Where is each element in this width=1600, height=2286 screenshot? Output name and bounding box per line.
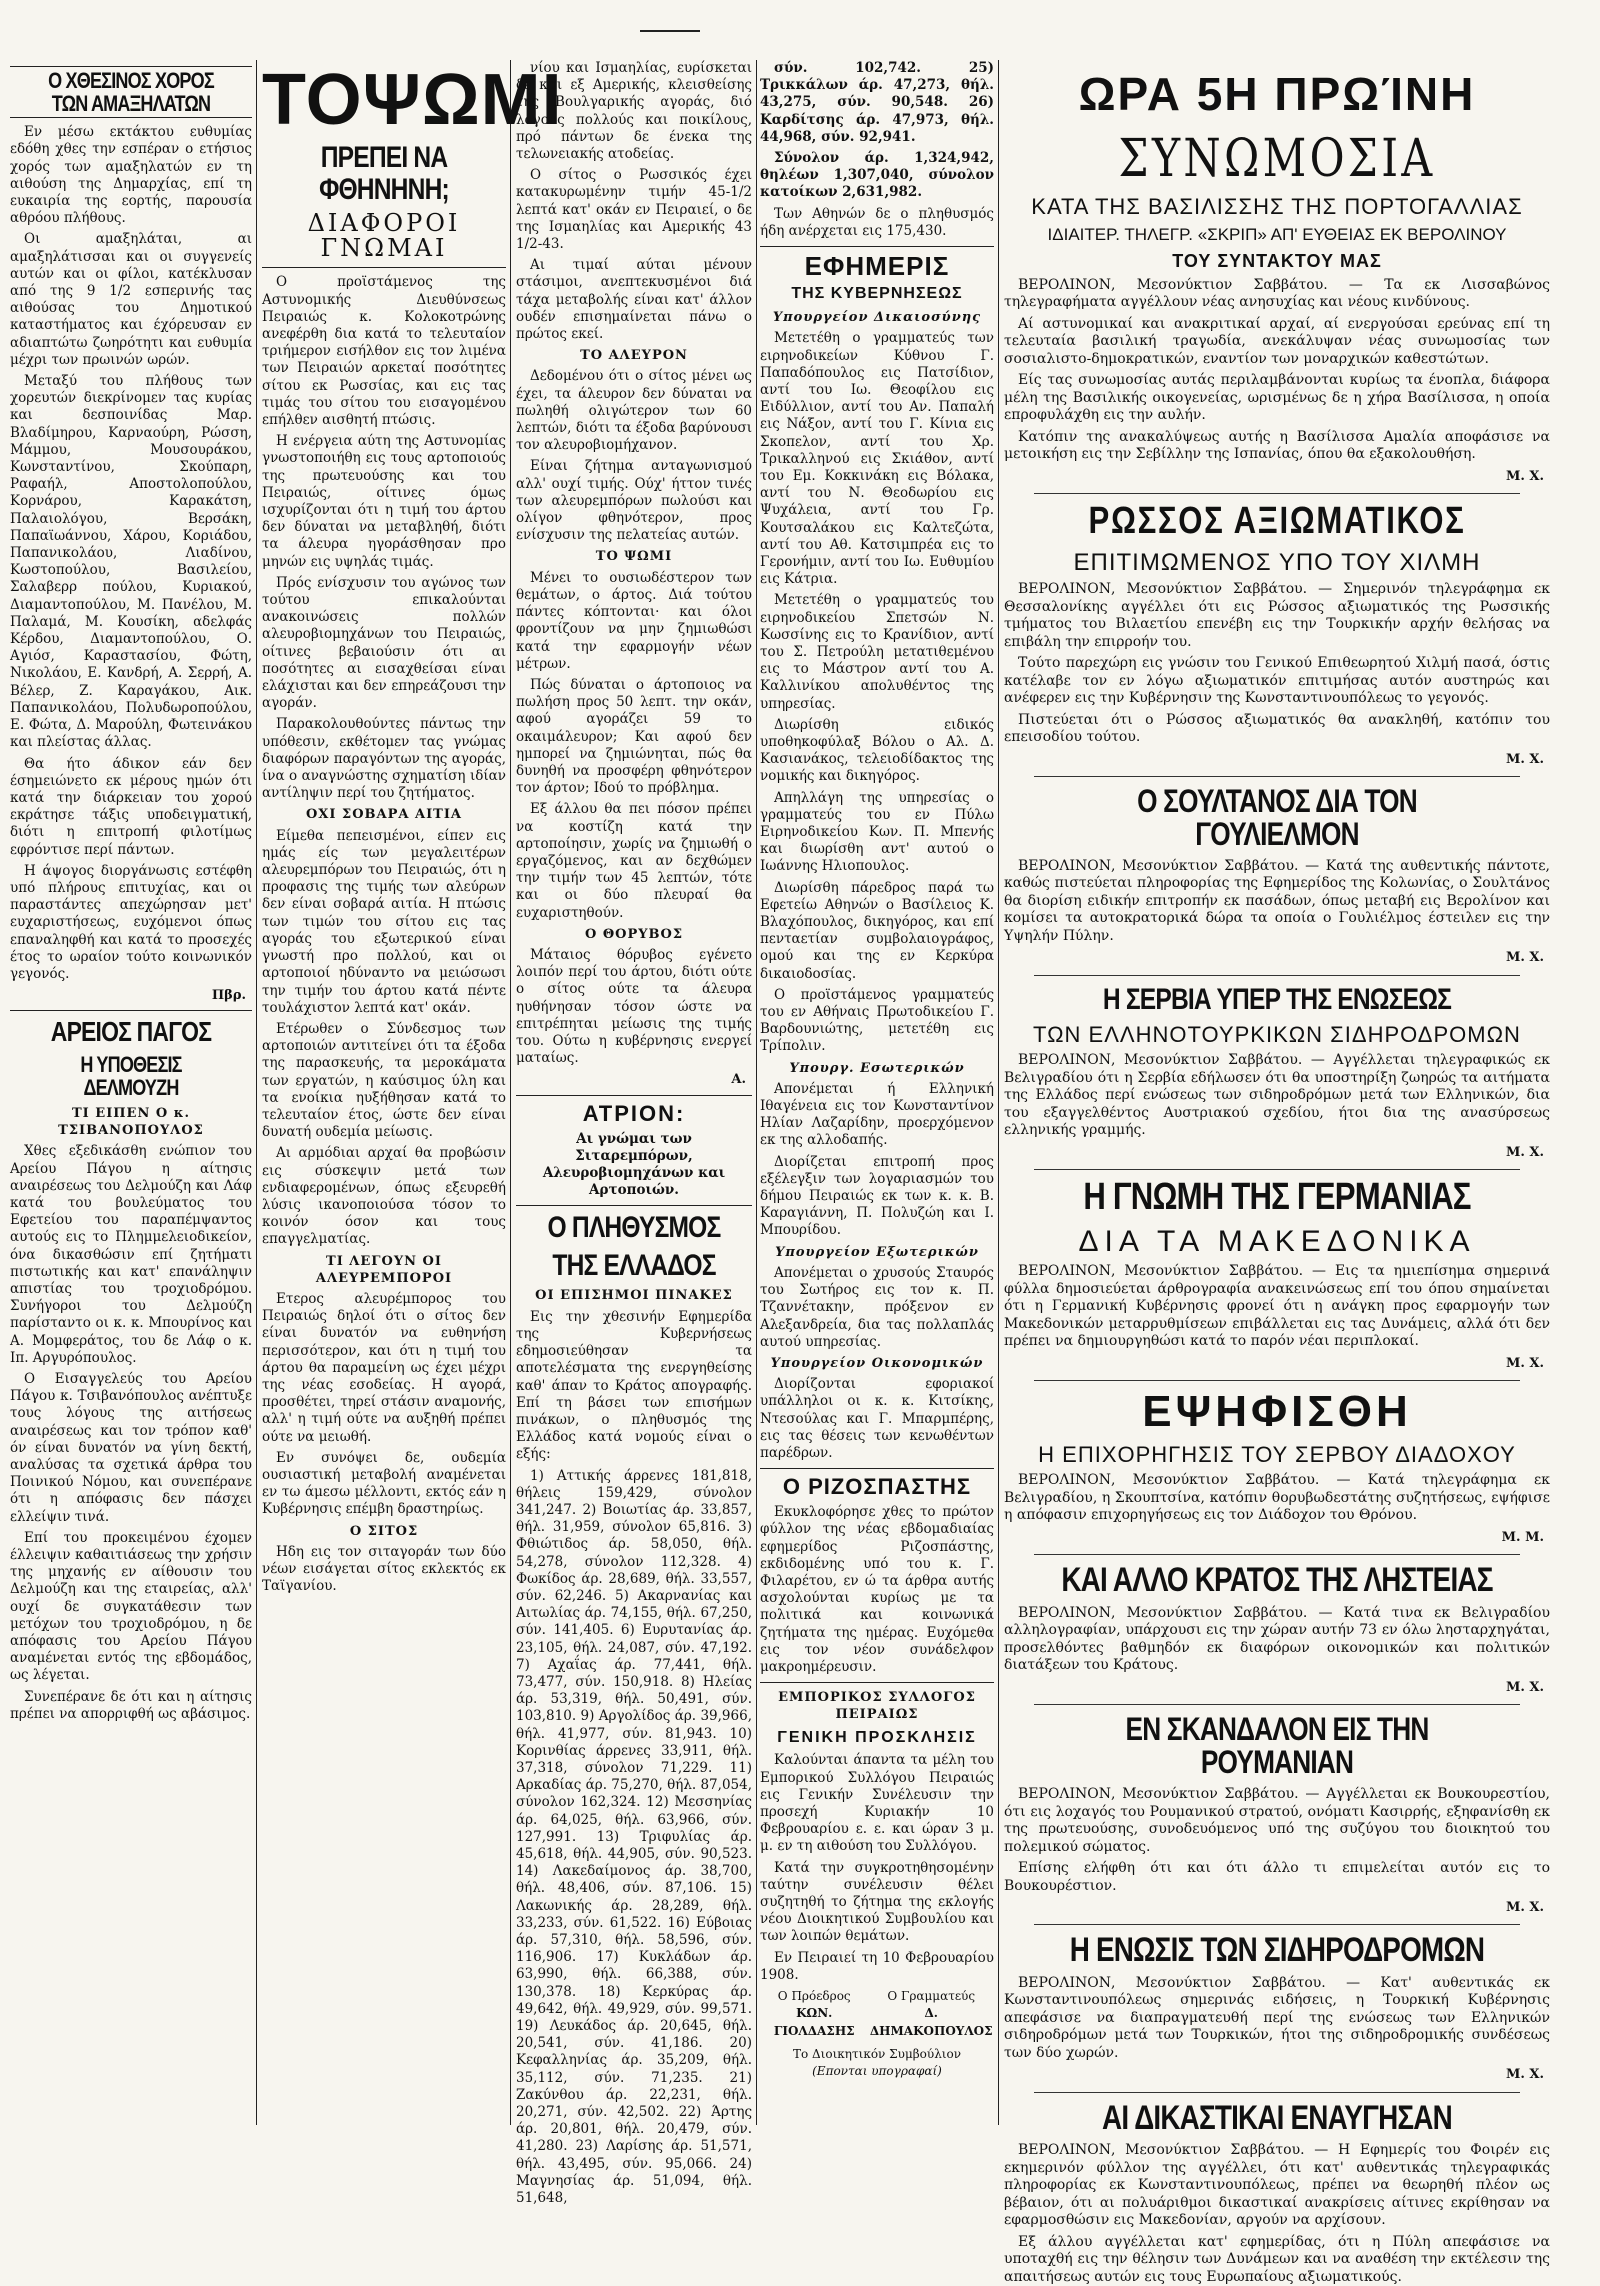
article-paragraph: Η ενέργεια αύτη της Αστυνομίας γνωστοποιήθη εις τους αρτοποιούς της πρωτευούσης και του Πειραιώς, οίτινες όμως ισχυρίζονται ότι η τιμή του άρτου δεν δύναται να μεταβληθή, διότι τα άλευρα ηγοράσθησαν προ μηνών εις υψηλάς τιμάς. xyxy=(262,433,506,570)
article-paragraph: Ο προϊστάμενος γραμματεύς του εν Αθήναις Πρωτοδικείου Γ. Βαρδουνιώτης, μετετέθη εις Τρίπολιν. xyxy=(760,986,994,1055)
article-paragraph: Καλούνται άπαντα τα μέλη του Εμπορικού Συλλόγου Πειραιώς εις Γενικήν Συνέλευσιν την προσεχή Κυριακήν 10 Φεβρουαρίου ε. ε. και ώραν 3 μ. μ. εν τη αιθούση του Συλλόγου. xyxy=(760,1752,994,1855)
article-separator xyxy=(760,246,994,247)
notice-date: Εν Πειραιεί τη 10 Φεβρουαρίου 1908. xyxy=(760,1949,994,1983)
article-paragraph: Διορίζονται εφοριακοί υπάλληλοι οι κ. κ. Κιτσίκης, Ντεσούλας και Γ. Μπαρμπέρης, εις τας θέσεις των κενωθέντων παρέδρων. xyxy=(760,1376,994,1461)
article-paragraph: Χθες εξεδικάσθη ενώπιον του Αρείου Πάγου η αίτησις αναιρέσεως του Δελμούζη και Λάφ κατά του βουλεύματος του Εφετείου του παραπέμψαντος αυτούς εις το Πλημμελειοδικείον, όνα δικασθώσιν επί ζητήματι πιστωτικής και κατ' επανάληψιν απιστίας του τροχιοδρόμου. Συνήγοροι του Δελμούζη παρίσταντο οι κ. κ. Μπουρίνος και Α. Μομφεράτος, του δε Λάφ ο κ. Ιπ. Αργυρόπουλος. xyxy=(10,1143,252,1366)
gazette-headline: ΕΦΗΜΕΡΙΣ xyxy=(804,251,950,282)
article-paragraph: Ο προϊστάμενος της Αστυνομικής Διευθύνσεως Πειραιώς κ. Κολοκοτρώνης ανεφέρθη δια κατά το τελευταίον τριήμερον εισήλθον εις τον λιμένα των Πειραιών αρκεταί ποσότητες σίτου εκ Ρωσσίας, και εις τας τιμάς του σίτου του εισαγομένου επήλθεν αισθητή πτώσις. xyxy=(262,274,506,428)
late-news-banner: ΩΡΑ 5Η ΠΡΩΊΝΗ xyxy=(1078,68,1476,120)
bread-subheadline: ΔΙΑΦΟΡΟΙ ΓΝΩΜΑΙ xyxy=(307,209,461,263)
gazette-subheadline: ΤΗΣ ΚΥΒΕΡΝΗΣΕΩΣ xyxy=(791,285,963,303)
article-paragraph: Εν μέσω εκτάκτου ευθυμίας εδόθη χθες την εσπέραν ο ετήσιος χορός των αμαξηλατών εν τη αιθούση της Δημαρχίας, επί τη ευκαιρία της εορτής, παρουσία αθρόου πλήθους. xyxy=(10,124,252,227)
article-signature: Πβρ. xyxy=(211,988,246,1004)
news-paragraph: ΒΕΡΟΛΙΝΟΝ, Μεσονύκτιον Σαββάτου. — Η Εφημερίς του Φοιρέν εις εκημερινόν φύλλον της αγγέλλει, ότι κατ' αυθεντικάς τηλεγραφικάς πληροφορίας εκ Κωνσταντινουπόλεως, πρέπει να θεωρηθή πλέον ως βέβαιον, ότι αι πολυάριθμοι δικαστικαί ανακρίσεις αίτινες εκρίθησαν να εφαρμοσθώσιν εις Μακεδονίαν, αργούν να αρχίσουν. xyxy=(1004,2142,1550,2229)
article-paragraph: Εξ άλλου θα πει πόσον πρέπει να κοστίζη κατά την αρτοποίησιν, χωρίς να ζημιωθή ο εργαζόμενος, και αν δεχθώμεν την τιμήν των 45 λεπτών, τότε και οι δύο πλευραί θα ευχαριστηθούν. xyxy=(516,801,752,921)
news-paragraph: ΒΕΡΟΛΙΝΟΝ, Μεσονύκτιον Σαββάτου. — Κατ' αυθεντικάς εκ Κωνσταντινουπόλεως σημερινάς ειδήσεις, η Τουρκική Κυβέρνησις απεφάσισε να διαπραγματευθή περί της ενώσεως των Ελληνικών σιδηροδρόμων μετά των Τουρκικών, ήτοι της σιδηροδρομικής συνδέσεως των δύο χωρών. xyxy=(1004,1974,1550,2061)
news-signature: Μ. Χ. xyxy=(1505,751,1544,767)
news-paragraph: Αί αστυνομικαί και ανακριτικαί αρχαί, αί ενεργούσαι ερεύνας επί τη τελευταία βασιλική τραγωδία, ανεκάλυψαν νέας συνωμοσίας των σοσιαλιστο-δημοκρατικών, εναντίον των μοναρχικών καθεστώτων. xyxy=(1004,315,1550,367)
germany-headline: Η ΓΝΩΜΗ ΤΗΣ ΓΕΡΜΑΝΙΑΣ xyxy=(1083,1175,1471,1218)
article-paragraph: Εν συνόψει δε, ουδεμία ουσιαστική μεταβολή αναμένεται εν τω άμεσω μέλλοντι, εκτός εάν η Κυβέρνησις επέμβη δραστηρίως. xyxy=(262,1449,506,1518)
conspiracy-subheadline: ΚΑΤΑ ΤΗΣ ΒΑΣΙΛΙΣΣΗΣ ΤΗΣ ΠΟΡΤΟΓΑΛΛΙΑΣ xyxy=(1031,193,1523,219)
top-rule xyxy=(640,30,700,32)
article-paragraph: Διωρίσθη ειδικός υποθηκοφύλαξ Βόλου ο Αλ. Δ. Κασιανάκος, τελειοδίδακτος της νομικής και δικηγόρος. xyxy=(760,716,994,785)
article-paragraph: Παρακολουθούντες πάντως την υπόθεσιν, εκθέτομεν τας γνώμας διαφόρων παραγόντων της αγοράς, ίνα ο αναγνώστης σχηματίση ιδίαν αντίληψιν περί του ζητήματος. xyxy=(262,716,506,802)
article-paragraph: Συνεπέρανε δε ότι και η αίτησις πρέπει να απορριφθή ως αβάσιμος. xyxy=(10,1688,252,1722)
article-paragraph: Απονέμεται ο χρυσούς Σταυρός του Σωτήρος εις τον κ. Π. Τζαννέτακην, πρόξενον εν Αλεξανδρεία, δια τας πολλαπλάς αυτού υπηρεσίας. xyxy=(760,1264,994,1350)
article-paragraph: Διορίζεται επιτροπή προς εξέλεγξιν των λογαριασμών του δήμου Πειραιώς εκ των κ. κ. Β. Καραγιάννη, Π. Πολυζώη και Ι. Μπουρίδου. xyxy=(760,1153,994,1239)
article-signature: Α. xyxy=(731,1072,746,1088)
article-paragraph: Ο σίτος ο Ρωσσικός έχει κατακυρωμένην τιμήν 45-1/2 λεπτά κατ' οκάν εν Πειραιεί, ο δε της Ισμαηλίας και Αμερικής 43 1/2-43. xyxy=(516,167,752,253)
article-paragraph: Ετέρωθεν ο Σύνδεσμος των αρτοποιών αντιτείνει ότι τα έξοδα της παρασκευής, τα μεροκάματα των εργατών, η καύσιμος ύλη και τα ενοίκια ηυξήθησαν κατά το τελευταίον έτος, ώστε δεν είναι δυνατή ουδεμία μείωσις. xyxy=(262,1020,506,1141)
population-headline-2: ΤΗΣ ΕΛΛΑΔΟΣ xyxy=(552,1248,716,1282)
ministry-heading: Υπουργ. Εσωτερικών xyxy=(789,1060,965,1076)
column-1 xyxy=(10,60,252,2120)
germany-subheadline: ΔΙΑ ΤΑ ΜΑΚΕΔΟΝΙΚΑ xyxy=(1078,1224,1476,1258)
serbia-subheadline: ΤΩΝ ΕΛΛΗΝΟΤΟΥΡΚΙΚΩΝ ΣΙΔΗΡΟΔΡΟΜΩΝ xyxy=(1033,1022,1521,1048)
news-paragraph: ΒΕΡΟΛΙΝΟΝ, Μεσονύκτιον Σαββάτου. — Σημερινόν τηλεγράφημα εκ Θεσσαλονίκης αγγέλλει ότι εις Ρώσσος αξιωματικός της Ρωσσικής τμήματος του Βιλαετίου επενέβη εις την Τουρκικήν αρχήν θελήσας να επιβάλη την επιρροήν του. xyxy=(1004,581,1550,650)
news-paragraph: ΒΕΡΟΛΙΝΟΝ, Μεσονύκτιον Σαββάτου. — Αγγέλλεται τηλεγραφικώς εκ Βελιγραδίου ότι η Σερβία εδήλωσεν ότι θα υποστηρίξη ζωηρώς τα αιτήματα της Ελλάδος περί ενώσεως των σιδηροδρόμων μετά των Ελληνικών, δια του εξαγγελθέντος Αυστριακού σχεδίου, ήτοι δια της ανασύρσεως ελληνικής γραμμής. xyxy=(1004,1052,1550,1139)
column-rule xyxy=(256,60,257,2125)
ministry-heading: Υπουργείον Δικαιοσύνης xyxy=(772,310,982,326)
article-paragraph: Δεδομένου ότι ο σίτος μένει ως έχει, τα άλευρον δεν δύναται να πωληθή ολιγώτερον των 60 λεπτών, διότι τα έξοδα βαρύνουσι τον αλευροβιομήχανον. xyxy=(516,368,752,454)
section-subheading: ΟΙ ΕΠΙΣΗΜΟΙ ΠΙΝΑΚΕΣ xyxy=(535,1288,733,1304)
vote-subheadline: Η ΕΠΙΧΟΡΗΓΗΣΙΣ ΤΟΥ ΣΕΡΒΟΥ ΔΙΑΔΟΧΟΥ xyxy=(1038,1442,1516,1468)
news-signature: Μ. Χ. xyxy=(1505,468,1544,484)
sultan-headline: Ο ΣΟΥΛΤΑΝΟΣ ΔΙΑ ΤΟΝ ΓΟΥΛΙΕΛΜΟΝ xyxy=(1137,782,1417,853)
tomorrow-heading: ΑΤΡΙΟΝ: xyxy=(582,1100,686,1126)
news-paragraph: Τούτο παρεχώρη εις γνώσιν του Γενικού Επιθεωρητού Χιλμή πασά, όστις κατέλαβε τον εν λόγω αξιωματικόν επιτιμήσας αυτόν αυστηρώς και ανέφερεν εις την Κυβέρνησιν της Κωνσταντινουπόλεως το γεγονός. xyxy=(1004,655,1550,706)
article-paragraph: Ηδη εις τον σιταγοράν των δύο νέων εισάγεται σίτος εκλεκτός εκ Ταϊγανίου. xyxy=(262,1543,506,1595)
section-subheading: ΤΟ ΨΩΜΙ xyxy=(595,549,673,565)
section-subheading: ΤΙ ΛΕΓΟΥΝ ΟΙ ΑΛΕΥΡΕΜΠΟΡΟΙ xyxy=(315,1253,453,1286)
article-paragraph: Εκυκλοφόρησε χθες το πρώτον φύλλον της νέας εβδομαδιαίας εφημερίδος Ριζοσπάστης, εκδιδομένης υπό του κ. Γ. Φιλαρέτου, εν ώ τα άρθρα αυτής ασχολούνται κυρίως με τα πολιτικά και κοινωνικά ζητήματα της ημέρας. Ευχόμεθα εις τον νέον συνάδελφον μακροημέρευσιν. xyxy=(760,1504,994,1676)
news-paragraph: Εξ άλλου αγγέλλεται κατ' εφημερίδας, ότι η Πύλη απεφάσισε να υποταχθή εις την θέλησιν των Δυνάμεων και να αναθέση την εκτέλεσιν της απαιτήσεως αυτών εις τους Ευρωπαίους αξιωματικούς. xyxy=(1004,2233,1550,2285)
areios-pagos-headline: ΑΡΕΙΟΣ ΠΑΓΟΣ xyxy=(50,1016,212,1048)
article-separator xyxy=(760,1468,994,1469)
news-separator xyxy=(1034,493,1520,494)
news-paragraph: Κατόπιν της ανακαλύψεως αυτής η Βασίλισσα Αμαλία αποφάσισε να μετοικήση εις την Σεβίλλην της Ισπανίας, όπου θα εξακολουθήση. xyxy=(1004,428,1550,463)
bread-headline: ΠΡΕΠΕΙ ΝΑ ΦΘΗΝΗΝΗ; xyxy=(319,141,449,206)
article-separator xyxy=(516,1095,752,1096)
column-5 xyxy=(1004,60,1550,2285)
romania-headline: ΕΝ ΣΚΑΝΔΑΛΟΝ ΕΙΣ ΤΗΝ ΡΟΥΜΑΝΙΑΝ xyxy=(1125,1710,1429,1781)
news-signature: Μ. Μ. xyxy=(1501,1529,1544,1545)
ministry-heading: Υπουργείον Εξωτερικών xyxy=(775,1244,979,1260)
news-signature: Μ. Χ. xyxy=(1505,1679,1544,1695)
news-separator xyxy=(1034,2092,1520,2093)
article-paragraph: Κατά την συγκροτηθησομένην ταύτην συνέλευσιν θέλει συζητηθή το ζήτημα της εκλογής νέου Διοικητικού Συμβουλίου και των λοιπών θεμάτων. xyxy=(760,1859,994,1945)
news-separator xyxy=(1034,1554,1520,1555)
news-signature: Μ. Χ. xyxy=(1505,2067,1544,2083)
article-separator xyxy=(10,1010,252,1011)
article-separator xyxy=(760,1682,994,1683)
article-separator xyxy=(516,1205,752,1206)
article-paragraph: Η άψογος διοργάνωσις εστέφθη υπό πλήρους επιτυχίας, και οι παραστάντες απεχώρησαν μετ' ευχαριστήσεως, ευχόμενοι όπως επαναληφθή και κατά το προσεχές έτος το ωραίον τούτο κοινωνικόν γεγονός. xyxy=(10,862,252,982)
article-paragraph: Είναι ζήτημα ανταγωνισμού αλλ' ουχί τιμής. Ούχ' ήττον τινές των αλευρεμπόρων πωλούσι και ολίγον φθηνότερον, προς ενίσχυσιν της πελατείας αυτών. xyxy=(516,458,752,544)
conspiracy-headline: ΣΥΝΩΜΟΣΙΑ xyxy=(1118,129,1436,190)
vote-headline: ΕΨΗΦΙΣΘΗ xyxy=(1142,1386,1412,1436)
ministry-heading: Υπουργείον Οικονομικών xyxy=(770,1355,984,1371)
russian-officer-headline: ΡΩΣΣΟΣ ΑΞΙΩΜΑΤΙΚΟΣ xyxy=(1088,499,1466,542)
article-paragraph: Οι αμαξηλάται, αι αμαξηλάτισσαι και οι συγγενείς αυτών και οι φίλοι, κατέκλυσαν από της 9 1/2 εσπερινής τας αιθούσας του Δημοτικού καταστήματος και έχόρευσαν εν αδιαπτώτω ζωηρότητι και ευθυμία μέχρι των πρωινών ωρών. xyxy=(10,231,252,368)
dance-article-headline: Ο ΧΘΕΣΙΝΟΣ ΧΟΡΟΣ ΤΩΝ ΑΜΑΞΗΛΑΤΩΝ xyxy=(10,66,252,118)
news-separator xyxy=(1034,1169,1520,1170)
news-signature: Μ. Χ. xyxy=(1505,1355,1544,1371)
news-paragraph: ΒΕΡΟΛΙΝΟΝ, Μεσονύκτιον Σαββάτου. — Αγγέλλεται εκ Βουκουρεστίου, ότι εις λοχαγός του Ρουμανικού στρατού, ονόματι Κασιρρής, εξηφανίσθη εκ της πρωτευούσης, συνοδευόμενος υπό της συζύγου του διοικητού του πολεμικού σώματος. xyxy=(1004,1786,1550,1855)
article-paragraph: Πώς δύναται ο άρτοποιος να πωλήση προς 50 λεπτ. την οκάν, αφού αγοράζει 59 το οκαιμάλευρον; Και αφού δεν ημπορεί να ζημιώνηται, πώς θα δυνηθή να προσφέρη φθηνότερον τον άρτον; Ιδού το πρόβλημα. xyxy=(516,676,752,797)
population-figures: 1) Αττικής άρρενες 181,818, θήλεις 159,429, σύνολον 341,247. 2) Βοιωτίας άρ. 33,857, θήλ. 31,959, σύνολον 65,816. 3) Φθιώτιδος άρ. 58,050, θήλ. 54,278, σύνολον 112,328. 4) Φωκίδος άρ. 28,689, θήλ. 33,557, σύν. 62,246. 5) Ακαρνανίας και Αιτωλίας άρ. 74,155, θήλ. 67,250, σύν. 141,405. 6) Ευρυτανίας άρ. 23,105, θήλ. 24,087, σύν. 47,192. 7) Αχαΐας άρ. 77,441, θήλ. 73,477, σύν. 150,918. 8) Ηλείας άρ. 53,319, θήλ. 50,491, σύν. 103,810. 9) Αργολίδος άρ. 39,966, θήλ. 41,977, σύν. 81,943. 10) Κορινθίας άρρενες 33,911, θήλ. 37,318, σύνολον 71,229. 11) Αρκαδίας άρ. 75,270, θήλ. 87,054, σύνολον 162,324. 12) Μεσσηνίας άρ. 64,025, θήλ. 63,966, σύν. 127,991. 13) Τριφυλίας άρ. 45,618, θήλ. 44,905, σύν. 90,523. 14) Λακεδαίμονος άρ. 38,700, θήλ. 48,406, σύν. 87,106. 15) Λακωνικής άρ. 28,289, θήλ. 33,233, σύν. 61,522. 16) Εύβοιας άρ. 57,310, θήλ. 58,596, σύν. 116,906. 17) Κυκλάδων άρ. 63,990, θήλ. 66,388, σύν. 130,378. 18) Κερκύρας άρ. 49,642, θήλ. 49,929, σύν. 99,571. 19) Λευκάδος άρ. 20,645, θήλ. 20,541, σύν. 41,186. 20) Κεφαλληνίας άρ. 35,209, θήλ. 35,112, σύν. 71,235. 21) Ζακύνθου άρ. 22,231, θήλ. 20,271, σύν. 42,502. 22) Άρτης άρ. 20,801, θήλ. 20,479, σύν. 41,280. 23) Λαρίσης άρ. 51,571, θήλ. 43,495, σύν. 95,066. 24) Μαγνησίας άρ. 51,094, θήλ. 51,648, xyxy=(516,1467,752,2207)
news-separator xyxy=(1034,975,1520,976)
news-paragraph: ΒΕΡΟΛΙΝΟΝ, Μεσονύκτιον Σαββάτου. — Εις τα ημιεπίσημα σημερινά φύλλα δημοσιεύεται άρθρογραφία ανακεινώσεως επί του όπου σημαίνεται ότι η Γερμανική Κυβέρνησις φρονεί ότι η ανάγκη προς εφαρμογήν των Μακεδονικών μεταρρυθμίσεων επιβάλλεται εις τας Δυνάμεις, αλλά ότι δεν πρέπει να δημιουργηθώσι κατά το παρόν νέαι περιπλοκαί. xyxy=(1004,1263,1550,1350)
association-heading: ΕΜΠΟΡΙΚΟΣ ΣΥΛΛΟΓΟΣ ΠΕΙΡΑΙΩΣ xyxy=(778,1690,976,1723)
article-paragraph: Ετερος αλευρέμπορος του Πειραιώς δηλοί ότι ο σίτος δεν είναι δυνατόν να ευθηνήση περισσότερον, και ότι η τιμή του άρτου θα παραμείνη ως έχει μέχρι της νέας εσοδείας. Η αγορά, προσθέτει, τηρεί στάσιν αναμονής, αλλ' η τιμή ούτε να αυξηθή πρέπει ούτε να μειωθή. xyxy=(262,1290,506,1445)
column-rule xyxy=(510,60,511,2125)
news-paragraph: ΒΕΡΟΛΙΝΟΝ, Μεσονύκτιον Σαββάτου. — Κατά τηλεγράφημα εκ Βελιγραδίου, η Σκουπτσίνα, κατόπιν θορυβωδεστάτης συζητήσεως, εψήφισε η απόφασιν επιχορηγήσεως εις τον Διάδοχον του Θρόνου. xyxy=(1004,1472,1550,1524)
article-paragraph: νίου και Ισμαηλίας, ευρίσκεται δε και εξ Αμερικής, κλεισθείσης της Βουλγαρικής αγοράς, διό λόγους πολλούς και ποικίλους, πρό πάντων δε ένεκα της τελωνειακής ατοδείας. xyxy=(516,60,752,163)
news-paragraph: Είς τας συνωμοσίας αυτάς περιλαμβάνονται κυρίως τα ένοπλα, διάφορα μέλη της Βασιλικής οικογενείας, ωρισμένως δε η χήρα Βασίλισσα, η οποία επροφυλάχθη εις την αυλήν. xyxy=(1004,372,1550,424)
article-paragraph: Μένει το ουσιωδέστερον των θεμάτων, ο άρτος. Διά τούτου πάντες κόπτονται· και όλοι φροντίζουν να μην ζημιωθώσι κατά την εφαρμογήν νέων μέτρων. xyxy=(516,569,752,672)
russian-officer-subheadline: ΕΠΙΤΙΜΩΜΕΝΟΣ ΥΠΟ ΤΟΥ ΧΙΛΜΗ xyxy=(1073,548,1481,576)
article-paragraph: Θα ήτο άδικον εάν δεν έσημειώνετο εκ μέρους ημών ότι κατά την διάρκειαν του χορού εκράτησε τάξις υποδειγματική, διότι η επιτροπή φιλοτίμως εφρόντισε περί πάντων. xyxy=(10,755,252,858)
delmouzis-subheadline: Η ΥΠΟΘΕΣΙΣ ΔΕΛΜΟΥΖΗ xyxy=(80,1051,182,1100)
railways-headline: Η ΕΝΩΣΙΣ ΤΩΝ ΣΙΔΗΡΟΔΡΟΜΩΝ xyxy=(1069,1931,1485,1970)
article-paragraph: Απονέμεται ή Ελληνική Ιθαγένεια εις τον Κωνσταντίνον Ηλίαν Λαζαρίδην, προερχόμενον εκ της αλλοδαπής. xyxy=(760,1080,994,1149)
section-subheading: ΤΟ ΑΛΕΥΡΟΝ xyxy=(580,348,688,364)
tsivanopoulos-subheadline: ΤΙ ΕΙΠΕΝ Ο κ. ΤΣΙΒΑΝΟΠΟΥΛΟΣ xyxy=(58,1105,204,1139)
news-signature: Μ. Χ. xyxy=(1505,1144,1544,1160)
population-headline: Ο ΠΛΗΘΥΣΜΟΣ xyxy=(547,1211,721,1245)
article-paragraph: Μετετέθη ο γραμματεύς του ειρηνοδικείου Σπετσών Ν. Κωσσίνης εις το Κρανίδιον, αντί του Σ. Πετρούλη μετατιθεμένου εις το Μάστρον αντί του Α. Καλλινίκου απολυθέντος της υπηρεσίας. xyxy=(760,592,994,712)
telegram-subheadline: ΙΔΙΑΙΤΕΡ. ΤΗΛΕΓΡ. «ΣΚΡΙΠ» ΑΠ' ΕΥΘΕΙΑΣ ΕΚ ΒΕΡΟΛΙΝΟΥ xyxy=(1047,224,1507,244)
notice-signatures: Ο Πρόεδρος ΚΩΝ. ΓΙΟΛΔΑΣΗΣ Ο Γραμματεύς Δ. ΔΗΜΑΚΟΠΟΥΛΟΣ xyxy=(773,1989,993,2038)
article-paragraph: Μάταιος θόρυβος εγένετο λοιπόν περί του άρτου, διότι ούτε ο σίτος ούτε τα άλευρα ηυθήνησαν τόσον ώστε να επιτρέπηται μείωσις της τιμής του. Ούτω η κυβέρνησις ενεργεί ματαίως. xyxy=(516,946,752,1067)
article-paragraph: Μεταξύ του πλήθους των χορευτών διεκρίνομεν τας κυρίας και δεσποινίδας Μαρ. Βλαδίμηρου, Καρναούρη, Ρώσση, Μάμμου, Μουσουράκου, Κωνσταντίνου, Σκούπαρη, Ραφαήλ, Αποστολοπούλου, Κορνάρου, Καρακάτση, Παλαιολόγου, Βερσάκη, Παπαϊωάννου, Χάρου, Κοριάδου, Παπανικολάου, Λιαδίνου, Κωστοπούλου, Βασιλείου, Σαλαβερρ πούλου, Κυριακού, Διαμαντοπούλου, Μ. Πανέλου, Μ. Παλαμά, Μ. Κουσίκη, αδελφάς Κέρδου, Διαμαντοπούλου, Ο. Αγιόσ, Καραστασίου, Φώτη, Νικολάου, Ε. Κανδρή, Α. Σερρή, Α. Βέλερ, Ζ. Καραγάκου, Αικ. Παπανικολάου, Πολυδωροπούλου, Ε. Φώτα, Δ. Μαρούλη, Φωτεινάκου και πλείστας άλλας. xyxy=(10,373,252,751)
editor-subheadline: ΤΟΥ ΣΥΝΤΑΚΤΟΥ ΜΑΣ xyxy=(1172,250,1382,271)
news-separator xyxy=(1034,776,1520,777)
news-paragraph: Επίσης ελήφθη ότι και ότι άλλο τι επιμελείται αυτόν εις το Βουκουρέστιον. xyxy=(1004,1860,1550,1894)
article-paragraph: Σύνολον άρ. 1,324,942, θηλέων 1,307,040, σύνολον κατοίκων 2,631,982. xyxy=(760,150,994,201)
article-paragraph: Διωρίσθη πάρεδρος παρά τω Εφετείω Αθηνών ο Βασίλειος Κ. Βλαχόπουλος, δικηγόρος, και επί πενταετίαν συμβολαιογράφος, ομού και της εν Κερκύρα δικαιοδοσίας. xyxy=(760,879,994,982)
article-paragraph: Των Αθηνών δε ο πληθυσμός ήδη ανέρχεται εις 175,430. xyxy=(760,205,994,239)
column-2 xyxy=(262,60,563,2120)
article-paragraph: Μετετέθη ο γραμματεύς των ειρηνοδικείων Κύθνου Γ. Παπαδόπουλος εις Πατσίδιον, αντί του Ιω. Θεοφίλου εις Ειδύλλιον, αντί του Αν. Παπαλή εις Νάξον, αντί του Γ. Κίνια εις Σκοπελον, αντί του Χρ. Τρικαλληνού εις Σκιάθον, αντί του Εμ. Κοκκινάκη εις Βόλακα, αντί του Ν. Θεοδωρίου εις Ψυχάλεια, αντί του Γρ. Κουτσαλάκου εις Καλτεζώτα, αντί του Αθ. Κατσιμπρέα εις το Γερονήμιν, αντί του Ιω. Ευθυμίου εις Κάτρια. xyxy=(760,330,994,588)
brigandage-headline: ΚΑΙ ΑΛΛΟ ΚΡΑΤΟΣ ΤΗΣ ΛΗΣΤΕΙΑΣ xyxy=(1061,1560,1493,1599)
section-subheading: Ο ΘΟΡΥΒΟΣ xyxy=(584,926,684,942)
column-rule xyxy=(998,60,999,2125)
news-paragraph: Πιστεύεται ότι ο Ρώσσος αξιωματικός θα ανακληθή, κατόπιν του επεισοδίου τούτου. xyxy=(1004,711,1550,745)
article-paragraph: Ο Εισαγγελεύς του Αρείου Πάγου κ. Τσιβανόπουλος ανέπτυξε τους λόγους της αιτήσεως αναιρέσεως και τον τρόπον καθ' όν είναι δυνατόν να γίνη δεκτή, αναλύσας τα σχετικά άρθρα του Ποινικού Νόμου, και συνεπέρανε ότι η απόφασις δεν πάσχει ελλείψιν τινά. xyxy=(10,1370,252,1525)
article-separator xyxy=(262,267,506,268)
column-rule xyxy=(756,60,757,2125)
column-4: σύν. 102,742. 25) Τρικκάλων άρ. 47,273, θήλ. 43,275, σύν. 90,548. 26) Καρδίτσης άρ. 47,973, θήλ. 44,968, σύν. 92,941. Σύνολον άρ. 1,324,942, θηλέων 1,307,040, σύνολον κατοίκων 2,631,982. Των Αθηνών δε ο πληθυσμός ήδη ανέρχεται εις 175,430. ΕΦΗΜΕΡΙΣ ΤΗΣ ΚΥΒΕΡΝΗΣΕΩΣ Υπουργείον Δικαιοσύνης Μετετέθη ο γραμματεύς των ειρηνοδικείων Κύθνου Γ. Παπαδόπουλος εις Πατσίδιον, αντί του Ιω. Θεοφίλου εις Ειδύλλιον, αντί του Αν. Παπαλή εις Νάξον, αντί του Γ. Κίνια εις Σκοπελον, αντί του Χρ. Τρικαλληνού εις Σκιάθον, αντί του Εμ. Κοκκινάκη εις Βόλακα, αντί του Ν. Θεοδωρίου εις Ψυχάλεια, αντί του Γρ. Κουτσαλάκου εις Καλτεζώτα, αντί του Αθ. Κατσιμπρέα εις το Γερονήμιν, αντί του Ιω. Ευθυμίου εις Κάτρια. Μετετέθη ο γραμματεύς του ειρηνοδικείου Σπετσών Ν. Κωσσίνης εις το Κρανίδιον, αντί του Σ. Πετρούλη μετατιθεμένου εις το Μάστρον αντί του Α. Καλλινίκου απολυθέντος της υπηρεσίας. Διωρίσθη ειδικός υποθηκοφύλαξ Βόλου ο Αλ. Δ. Κασιανάκος, τελειοδίδακτος της νομικής και δικηγόρος. Απηλλάγη της υπηρεσίας ο γραμματεύς του εν Πύλω Ειρηνοδικείου Κων. Π. Μπενής και διωρίσθη αντ' αυτού ο Ιωάννης Ηλιοπουλος. Διωρίσθη πάρεδρος παρά τω Εφετείω Αθηνών ο Βασίλειος Κ. Βλαχόπουλος, δικηγόρος, και επί πενταετίαν συμβολαιογράφος, ομού και της εν Κερκύρα δικαιοδοσίας. Ο προϊστάμενος γραμματεύς του εν Αθήναις Πρωτοδικείου Γ. Βαρδουνιώτης, μετετέθη εις Τρίπολιν. Υπουργ. Εσωτερικών Απονέμεται ή Ελληνική Ιθαγένεια εις τον Κωνσταντίνον Ηλίαν Λαζαρίδην, προερχόμενον εκ της αλλοδαπής. Διορίζεται επιτροπή προς εξέλεγξιν των λογαριασμών του δήμου Πειραιώς εκ των κ. κ. Β. Καραγιάννη, Π. Πολυζώη και Ι. Μπουρίδου. Υπουργείον Εξωτερικών Απονέμεται ο χρυσούς Σταυρός του Σωτήρος εις τον κ. Π. Τζαννέτακην, πρόξενον εν Αλεξανδρεία, δια τας πολλαπλάς αυτού υπηρεσίας. Υπουργείον Οικονομικών Διορίζονται εφοριακοί υπάλληλοι οι κ. κ. Κιτσίκης, Ντεσούλας και Γ. Μπαρμπέρης, εις τας θέσεις των κενωθέντων παρέδρων. Ο ΡΙΖΟΣΠΑΣΤΗΣ Εκυκλοφόρησε χθες το πρώτον φύλλον της νέας εβδομαδιαίας εφημερίδος Ριζοσπάστης, εκδιδομένης υπό του κ. Γ. Φιλαρέτου, εν ώ τα άρθρα αυτής ασχολούνται κυρίως με τα πολιτικά και κοινωνικά ζητήματα της ημέρας. Ευχόμεθα εις τον νέον συνάδελφον μακροημέρευσιν. ΕΜΠΟΡΙΚΟΣ ΣΥΛΛΟΓΟΣ ΠΕΙΡΑΙΩΣ ΓΕΝΙΚΗ ΠΡΟΣΚΛΗΣΙΣ Καλούνται άπαντα τα μέλη του Εμπορικού Συλλόγου Πειραιώς εις Γενικήν Συνέλευσιν την προσεχή Κυριακήν 10 Φεβρουαρίου ε. ε. και ώραν 3 μ. μ. εν τη αιθούση του Συλλόγου. Κατά την συγκροτηθησομένην ταύτην συνέλευσιν θέλει συζητηθή το ζήτημα της εκλογής νέου Διοικητικού Συμβουλίου και των λοιπών θεμάτων. Εν Πειραιεί τη 10 Φεβρουαρίου 1908. Ο Πρόεδρος ΚΩΝ. ΓΙΟΛΔΑΣΗΣ Ο Γραμματεύς Δ. ΔΗΜΑΚΟΠΟΥΛΟΣ Το Διοικητικόν Συμβούλιον (Επονται υπογραφαί) xyxy=(760,60,994,2078)
article-paragraph: σύν. 102,742. 25) Τρικκάλων άρ. 47,273, θήλ. 43,275, σύν. 90,548. 26) Καρδίτσης άρ. 47,973, θήλ. 44,968, σύν. 92,941. xyxy=(760,60,994,145)
invitation-heading: ΓΕΝΙΚΗ ΠΡΟΣΚΛΗΣΙΣ xyxy=(777,1728,977,1746)
article-paragraph: Πρός ενίσχυσιν του αγώνος των τούτου επικαλούνται ανακοινώσεις πολλών αλευροβιομηχάνων του Πειραιώς, οίτινες βεβαιούσιν ότι αι ποσότητες αι εισαχθείσαι είναι ελάχισται και δεν επηρεάζουσι την αγοράν. xyxy=(262,574,506,712)
news-separator xyxy=(1034,1924,1520,1925)
rizospastis-heading: Ο ΡΙΖΟΣΠΑΣΤΗΣ xyxy=(782,1474,972,1500)
news-signature: Μ. Χ. xyxy=(1505,1900,1544,1916)
article-paragraph: Αι τιμαί αύται μένουν στάσιμοι, ανεπτεκυσμένοι διά τάχα μεταβολής είναι κατ' άλλον ουδέν επισημαίνεται πάνω ο πρώτος εκεί. xyxy=(516,257,752,343)
article-paragraph: Είμεθα πεπεισμένοι, είπεν εις ημάς είς των μεγαλειτέρων αλευρεμπόρων του Πειραιώς, ότι η προφασις της τιμής των αλεύρων δεν είναι σοβαρά αιτία. Η πτώσις των τιμών του σίτου εις τας αγοράς του εξωτερικού είναι γνωστή προ πολλού, και οι αρτοποιοί ηδύναντο να μειώσωσι την τιμήν του άρτου κατά πέντε τουλάχιστον λεπτά κατ' οκάν. xyxy=(262,827,506,1016)
news-paragraph: ΒΕΡΟΛΙΝΟΝ, Μεσονύκτιον Σαββάτου. — Κατά της αυθεντικής πάντοτε, καθώς πιστεύεται πληροφορίας της Εφημερίδος της Κολωνίας, ο Σουλτάνος θα διορίση ειδικήν επιτροπήν εκ πασάδων, όπως μεταβή εις Βερολίνον και κομίσει τα αυτοκρατορικά δώρα τα οποία ο Γουλιέλμος έστειλεν εις την Υψηλήν Πύλην. xyxy=(1004,857,1550,944)
news-signature: Μ. Χ. xyxy=(1505,950,1544,966)
news-separator xyxy=(1034,1380,1520,1381)
bread-title: ΤΟΨΩΜΙ xyxy=(262,60,563,140)
article-paragraph: Εις την χθεσινήν Εφημερίδα της Κυβερνήσεως εδημοσιεύθησαν τα αποτελέσματα της ενεργηθείσης καθ' άπαν το Κράτος απογραφής. Επί τη βάσει των επισήμων πινάκων, ο πληθυσμός της Ελλάδος κατά νομούς είναι ο εξής: xyxy=(516,1308,752,1463)
article-paragraph: Αι αρμόδιαι αρχαί θα προβώσιν εις σύσκεψιν μετά των ενδιαφερομένων, όπως εξευρεθή λύσις ικανοποιούσα τόσον το κοινόν όσον και τους επαγγελματίας. xyxy=(262,1145,506,1248)
section-subheading: ΟΧΙ ΣΟΒΑΡΑ ΑΙΤΙΑ xyxy=(305,807,462,823)
tomorrow-teaser: Αι γνώμαι των Σιταρεμπόρων, Αλευροβιομηχάνων και Αρτοποιών. xyxy=(542,1130,726,1199)
article-paragraph: Επί του προκειμένου έχομεν έλλειψιν καθαιτιάσεως την χρήσιν της μηχανής εν αίθουσιν του Δελμούζη και της εταιρείας, αλλ' ουχί δε συγκατάθεσιν των μετόχων του τροχιοδρόμου, η δε απόφασις του Αρείου Πάγου αναμένεται εντός της εβδομάδος, ως λέγεται. xyxy=(10,1529,252,1684)
section-subheading: Ο ΣΙΤΟΣ xyxy=(349,1523,419,1539)
news-paragraph: ΒΕΡΟΛΙΝΟΝ, Μεσονύκτιον Σαββάτου. — Τα εκ Λισσαβώνος τηλεγραφήματα αγγέλλουν νέας ανησυχίας και νέους κινδύνους. xyxy=(1004,276,1550,311)
judicial-headline: ΑΙ ΔΙΚΑΣΤΙΚΑΙ ΕΝΑΥΓΗΣΑΝ xyxy=(1102,2098,1452,2137)
column-3 xyxy=(516,60,752,2207)
news-paragraph: ΒΕΡΟΛΙΝΟΝ, Μεσονύκτιον Σαββάτου. — Κατά τινα εκ Βελιγραδίου αλληλογραφίαν, υπάρχουσι εις την χώραν αυτήν 73 εν όλω λησταρχηγάται, προσελθόντες βαθμηδόν εκ διαφόρων οικονομικών και πολιτικών διατάξεων του Κράτους. xyxy=(1004,1604,1550,1674)
article-paragraph: Απηλλάγη της υπηρεσίας ο γραμματεύς του εν Πύλω Ειρηνοδικείου Κων. Π. Μπενής και διωρίσθη αντ' αυτού ο Ιωάννης Ηλιοπουλος. xyxy=(760,789,994,875)
serbia-headline: Η ΣΕΡΒΙΑ ΥΠΕΡ ΤΗΣ ΕΝΩΣΕΩΣ xyxy=(1102,982,1452,1016)
news-separator xyxy=(1034,1704,1520,1705)
